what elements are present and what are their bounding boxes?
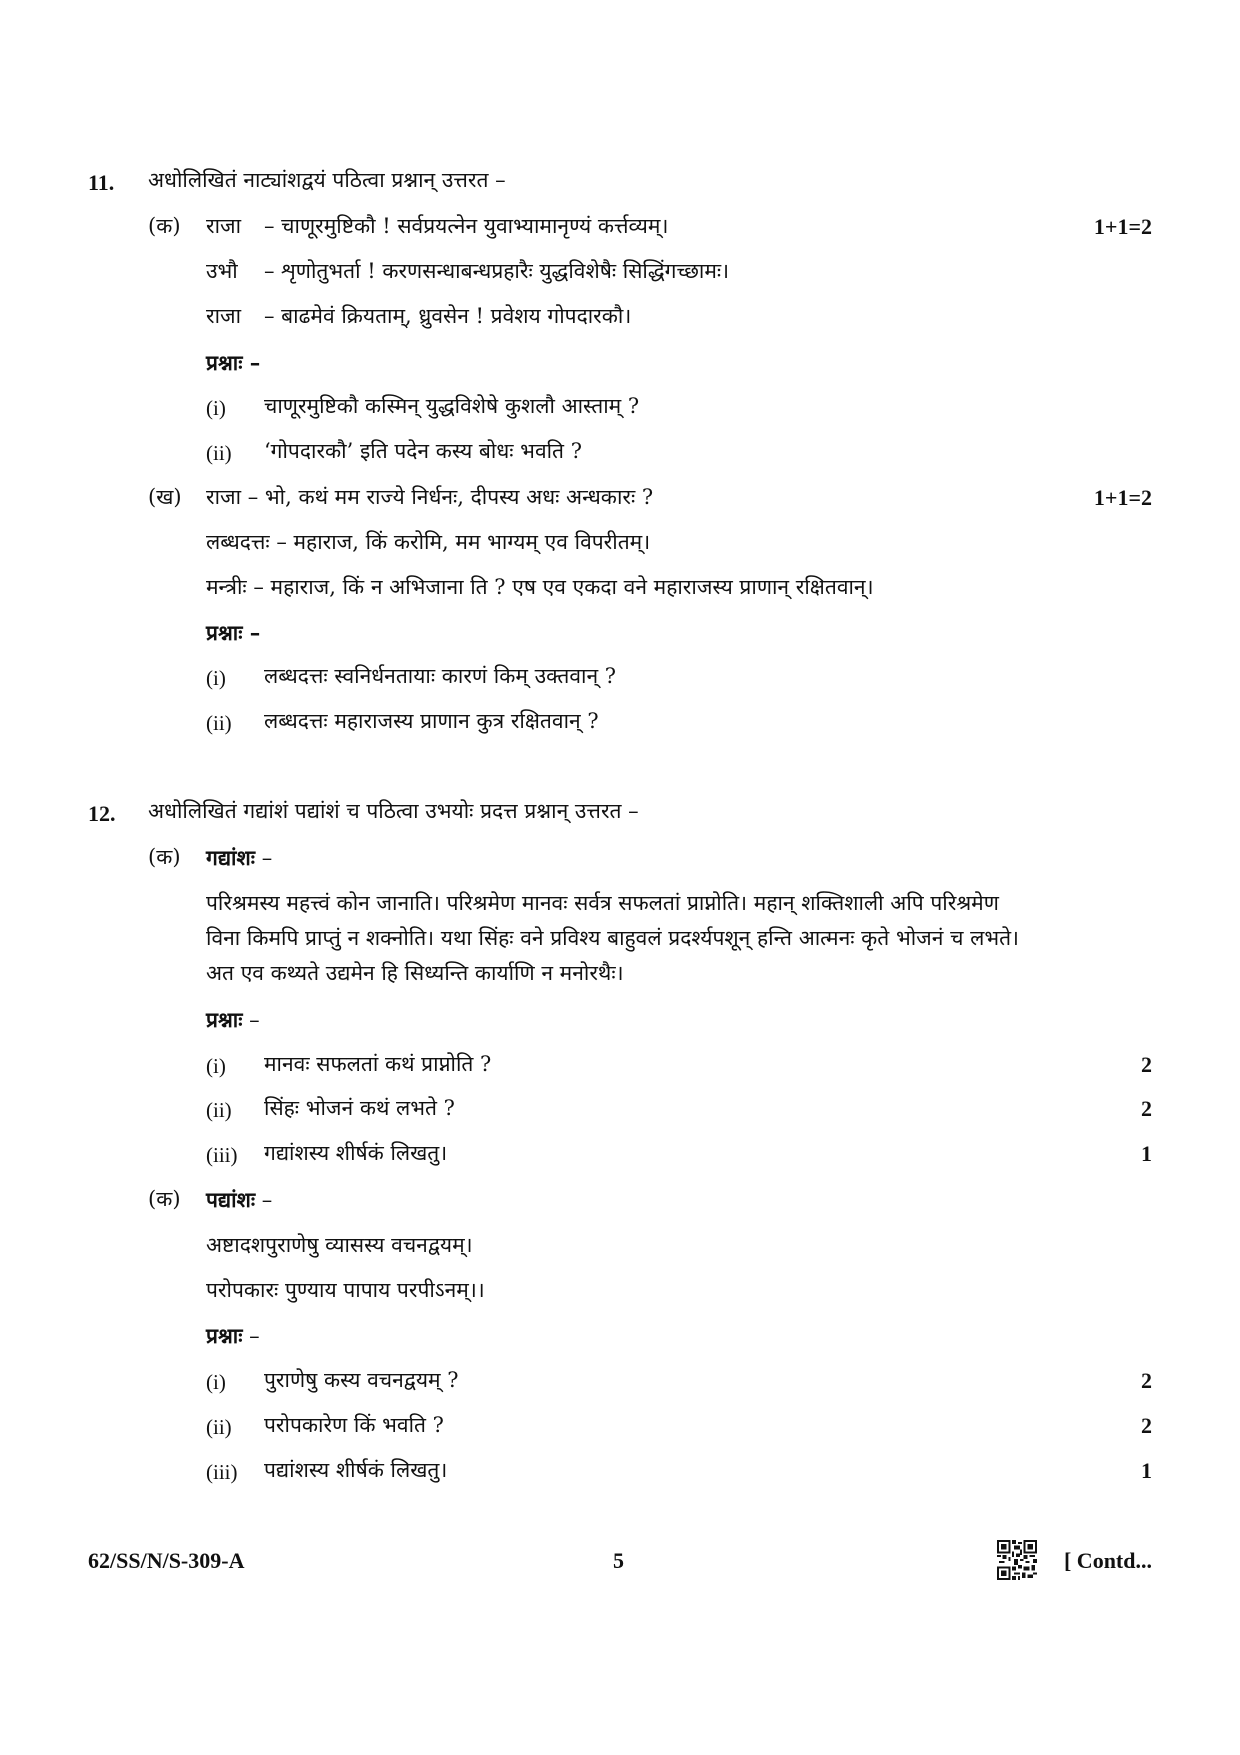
q11-ka-q2-num: (ii) xyxy=(206,441,232,465)
q11-ka-label: (क) xyxy=(148,214,181,238)
q12-padya-questions-suffix: – xyxy=(242,1324,260,1348)
q12-padya-q3-text: पद्यांशस्य शीर्षकं लिखतु। xyxy=(264,1458,448,1482)
q11-kha-marks: 1+1=2 xyxy=(1093,485,1152,510)
q11-ka-dialogue-1: – चाणूरमुष्टिकौ ! सर्वप्रयत्नेन युवाभ्यामानृण्यं कर्त्तव्यम्। xyxy=(264,214,669,238)
q12-gadya-heading: गद्यांशः xyxy=(206,845,256,870)
q11-ka-dialogue-3: – बाढमेवं क्रियताम्, ध्रुवसेन ! प्रवेशय गोपदारकौ। xyxy=(264,304,632,328)
q12-gadya-q3-text: गद्यांशस्य शीर्षकं लिखतु। xyxy=(264,1141,448,1165)
q11-ka-q1-text: चाणूरमुष्टिकौ कस्मिन् युद्धविशेषे कुशलौ आस्ताम् ? xyxy=(264,394,640,418)
q11-kha-line-2: लब्धदत्तः – महाराज, किं करोमि, मम भाग्यम् एव विपरीतम्। xyxy=(206,530,651,554)
q12-number: 12. xyxy=(88,801,116,826)
q11-kha-q1-text: लब्धदत्तः स्वनिर्धनतायाः कारणं किम् उक्तवान् ? xyxy=(264,664,617,688)
q12-gadya-label: (क) xyxy=(148,845,181,869)
q12-gadya-questions-label-wrap xyxy=(206,1009,260,1031)
q12-instruction: अधोलिखितं गद्यांशं पद्यांशं च पठित्वा उभयोः प्रदत्त प्रश्नान् उत्तरत – xyxy=(148,799,639,823)
q12-gadya-questions-label: प्रश्नाः xyxy=(206,1007,243,1032)
q12-gadya-passage-line-3: अत एव कथ्यते उद्यमेन हि सिध्यन्ति कार्याणि न मनोरथैः। xyxy=(206,961,624,985)
paper-code: 62/SS/N/S-309-A xyxy=(88,1548,245,1573)
contd-label: [ Contd... xyxy=(1063,1548,1152,1573)
q12-padya-questions-label-wrap xyxy=(206,1325,260,1347)
q12-padya-heading-suffix: – xyxy=(255,1188,273,1212)
q12-padya-q1-text: पुराणेषु कस्य वचनद्वयम् ? xyxy=(264,1368,459,1392)
q11-ka-questions-label: प्रश्नाः – xyxy=(206,350,261,375)
qr-code-icon xyxy=(997,1540,1037,1580)
q11-ka-marks: 1+1=2 xyxy=(1093,214,1152,239)
q12-gadya-questions-suffix: – xyxy=(242,1008,260,1032)
q12-padya-q2-marks: 2 xyxy=(1141,1413,1152,1438)
q12-gadya-q2-marks: 2 xyxy=(1141,1096,1152,1121)
q12-padya-q1-marks: 2 xyxy=(1141,1368,1152,1393)
q12-gadya-q1-marks: 2 xyxy=(1141,1052,1152,1077)
q11-instruction: अधोलिखितं नाट्यांशद्वयं पठित्वा प्रश्नान् उत्तरत – xyxy=(148,168,506,192)
q11-ka-speaker-2: उभौ xyxy=(206,259,238,283)
q11-kha-questions-label: प्रश्नाः – xyxy=(206,620,261,645)
q12-gadya-q1-text: मानवः सफलतां कथं प्राप्नोति ? xyxy=(264,1052,492,1076)
q11-ka-q2-text: ‘गोपदारकौ’ इति पदेन कस्य बोधः भवति ? xyxy=(264,439,582,463)
q11-kha-label: (ख) xyxy=(148,485,182,509)
q12-gadya-heading-wrap xyxy=(206,847,272,869)
q11-ka-speaker-1: राजा xyxy=(206,214,242,238)
q12-gadya-passage-line-1: परिश्रमस्य महत्त्वं कोन जानाति। परिश्रमेण मानवः सर्वत्र सफलतां प्राप्नोति। महान् शक्तिशाली अपि परिश्रमेण xyxy=(206,891,999,915)
q12-padya-verse-line-2: परोपकारः पुण्याय पापाय परपीऽनम्।। xyxy=(206,1278,485,1302)
q12-gadya-heading-suffix: – xyxy=(255,846,273,870)
q12-padya-heading-wrap xyxy=(206,1189,272,1211)
q12-gadya-passage-line-2: विना किमपि प्राप्तुं न शक्नोति। यथा सिंहः वने प्रविश्य बाहुवलं प्रदर्श्यपशून् हन्ति आत्मनः कृते भोजनं च लभते। xyxy=(206,926,1020,950)
q11-ka-speaker-3: राजा xyxy=(206,304,242,328)
q12-padya-label: (क) xyxy=(148,1187,181,1211)
q11-kha-q2-text: लब्धदत्तः महाराजस्य प्राणान कुत्र रक्षितवान् ? xyxy=(264,709,599,733)
q11-kha-q2-num: (ii) xyxy=(206,711,232,735)
q12-gadya-q1-num: (i) xyxy=(206,1054,226,1078)
q12-padya-heading: पद्यांशः xyxy=(206,1187,256,1212)
q12-gadya-q3-num: (iii) xyxy=(206,1143,238,1167)
q12-gadya-q3-marks: 1 xyxy=(1141,1141,1152,1166)
q11-ka-q1-num: (i) xyxy=(206,396,226,420)
page-number: 5 xyxy=(613,1548,624,1573)
q12-gadya-q2-num: (ii) xyxy=(206,1098,232,1122)
q11-number: 11. xyxy=(88,170,115,195)
q11-kha-line-1: राजा – भो, कथं मम राज्ये निर्धनः, दीपस्य अधः अन्धकारः ? xyxy=(206,485,654,509)
q11-kha-line-3: मन्त्रीः – महाराज, किं न अभिजाना ति ? एष एव एकदा वने महाराजस्य प्राणान् रक्षितवान्। xyxy=(206,575,874,599)
q12-padya-q1-num: (i) xyxy=(206,1370,226,1394)
q11-kha-q1-num: (i) xyxy=(206,666,226,690)
q12-padya-questions-label: प्रश्नाः xyxy=(206,1323,243,1348)
q12-padya-q2-num: (ii) xyxy=(206,1415,232,1439)
q12-padya-q3-marks: 1 xyxy=(1141,1458,1152,1483)
q12-padya-q3-num: (iii) xyxy=(206,1460,238,1484)
q12-padya-q2-text: परोपकारेण किं भवति ? xyxy=(264,1413,444,1437)
q11-ka-dialogue-2: – शृणोतुभर्ता ! करणसन्धाबन्धप्रहारैः युद्धविशेषैः सिद्धिंगच्छामः। xyxy=(264,259,730,283)
q12-padya-verse-line-1: अष्टादशपुराणेषु व्यासस्य वचनद्वयम्। xyxy=(206,1233,473,1257)
q12-gadya-q2-text: सिंहः भोजनं कथं लभते ? xyxy=(264,1096,455,1120)
